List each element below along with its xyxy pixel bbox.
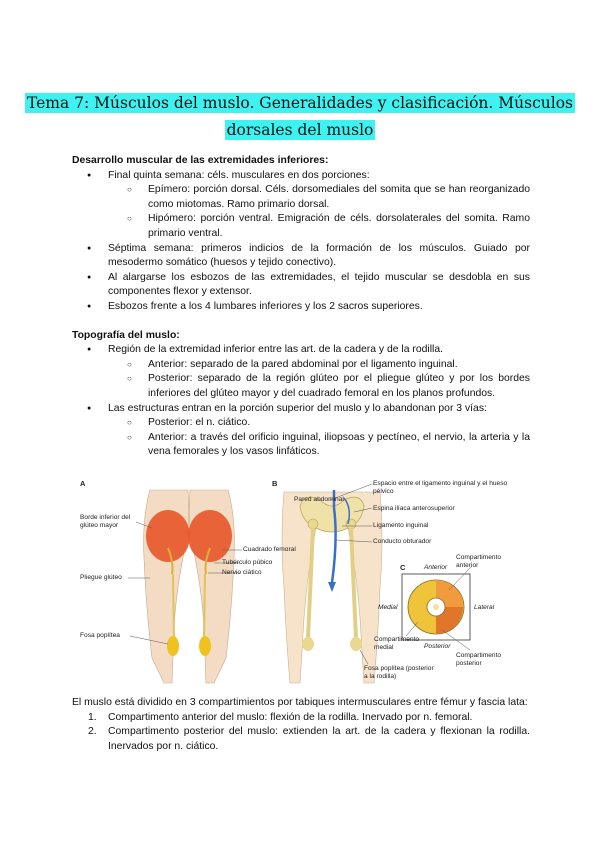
compartments-text — [72, 696, 530, 754]
label-lateral: Lateral — [474, 604, 495, 611]
compartments-list — [72, 711, 530, 755]
label-pared-abdominal: Pared abdominal — [294, 496, 344, 503]
panel-b-label: B — [272, 479, 278, 488]
topografia-list — [72, 343, 530, 460]
label-espina-iliaca: Espina ilíaca anterosuperior — [373, 505, 455, 512]
compartments-intro: El muslo está dividido en 3 compartimientos por tabiques intermusculares entre fémur y fascia lata: — [72, 697, 528, 708]
panel-a-drawing — [128, 490, 242, 683]
panel-a-label: A — [80, 479, 86, 488]
label-tuberculo-pubico: Tubérculo púbico — [222, 559, 273, 566]
label-fosa-poplitea-a: Fosa poplítea — [80, 632, 120, 639]
list-item: ● Esbozos frente a los 4 lumbares inferiores y los 2 sacros superiores. — [72, 300, 530, 315]
label-anterior: Anterior — [424, 564, 448, 571]
main-text — [72, 154, 530, 460]
list-item — [72, 725, 530, 754]
list-item: ● Región de la extremidad inferior entre las art. de la cadera y de la rodilla. — [72, 343, 530, 358]
sub-list-item: ○ Posterior: separado de la región glúteo por el pliegue glúteo y por los bordes inferiores del glúteo mayor y del cuadrado femoral en los planos profundos. — [72, 372, 530, 401]
list-number: 1. — [88, 711, 97, 723]
label-cuadrado-femoral: Cuadrado femoral — [243, 546, 296, 553]
label-compartimento-posterior: Compartimento posterior — [456, 652, 502, 667]
section-heading-desarrollo: Desarrollo muscular de las extremidades inferiores: — [72, 155, 329, 166]
list-item-text: Compartimento posterior del muslo: extienden la art. de la cadera y flexionan la rodilla. Inervados por n. ciático. — [108, 726, 530, 752]
list-item-text: Compartimento anterior del muslo: flexión de la rodilla. Inervado por n. femoral. — [108, 711, 473, 723]
label-conducto-obturador: Conducto obturador — [373, 538, 432, 545]
sub-list-item: ○ Anterior: separado de la pared abdominal por el ligamento inguinal. — [72, 358, 530, 373]
label-fosa-poplitea-b: Fosa poplítea (posterior a la rodilla) — [364, 665, 434, 680]
label-medial: Medial — [378, 604, 398, 611]
title-line-1: Tema 7: Músculos del muslo. Generalidades y clasificación. Músculos — [27, 94, 573, 112]
label-posterior: Posterior — [424, 643, 451, 650]
label-compartimento-medial: Compartimento medial — [374, 636, 420, 651]
list-number: 2. — [88, 726, 97, 738]
desarrollo-list — [72, 169, 530, 315]
sub-list-item: ○ Anterior: a través del orificio inguinal, iliopsoas y pectíneo, el nervio, la arteria y la vena femorales y los vasos linfáticos. — [72, 431, 530, 460]
list-item: ● Final quinta semana: céls. musculares en dos porciones: — [72, 169, 530, 184]
list-item: ● Las estructuras entran en la porción superior del muslo y lo abandonan por 3 vías: — [72, 402, 530, 417]
panel-b-drawing — [282, 484, 382, 683]
list-item — [72, 711, 530, 726]
section-heading-topografia: Topografía del muslo: — [72, 329, 180, 341]
list-item: ● Séptima semana: primeros indicios de la formación de los músculos. Guiado por mesodermo somático (huesos y tejido conectivo). — [72, 242, 530, 271]
list-item: ● Al alargarse los esbozos de las extremidades, el tejido muscular se desdobla en sus componentes flexor y extensor. — [72, 271, 530, 300]
sub-list-item: ○ Posterior: el n. ciático. — [72, 416, 530, 431]
label-espacio-ligamento: Espacio entre el ligamento inguinal y el hueso pélvico — [373, 480, 508, 495]
title-line-2: dorsales del muslo — [226, 121, 374, 139]
label-ligamento-inguinal: Ligamento inguinal — [373, 522, 429, 529]
sub-list-item: ○ Epímero: porción dorsal. Céls. dorsomediales del somita que se han reorganizado como miotomas. Ramo primario dorsal. — [72, 183, 530, 212]
page-title — [0, 90, 600, 144]
label-borde-gluteo: Borde inferior del glúteo mayor — [80, 514, 131, 529]
label-nervio-ciatico: Nervio ciático — [222, 569, 262, 576]
thigh-anatomy-figure — [72, 478, 530, 688]
label-compartimento-anterior: Compartimento anterior — [456, 554, 502, 569]
panel-c-label: C — [400, 563, 406, 572]
label-pliegue-gluteo: Pliegue glúteo — [80, 574, 122, 581]
sub-list-item: ○ Hipómero: porción ventral. Emigración de céls. dorsolaterales del somita. Ramo primario ventral. — [72, 212, 530, 241]
